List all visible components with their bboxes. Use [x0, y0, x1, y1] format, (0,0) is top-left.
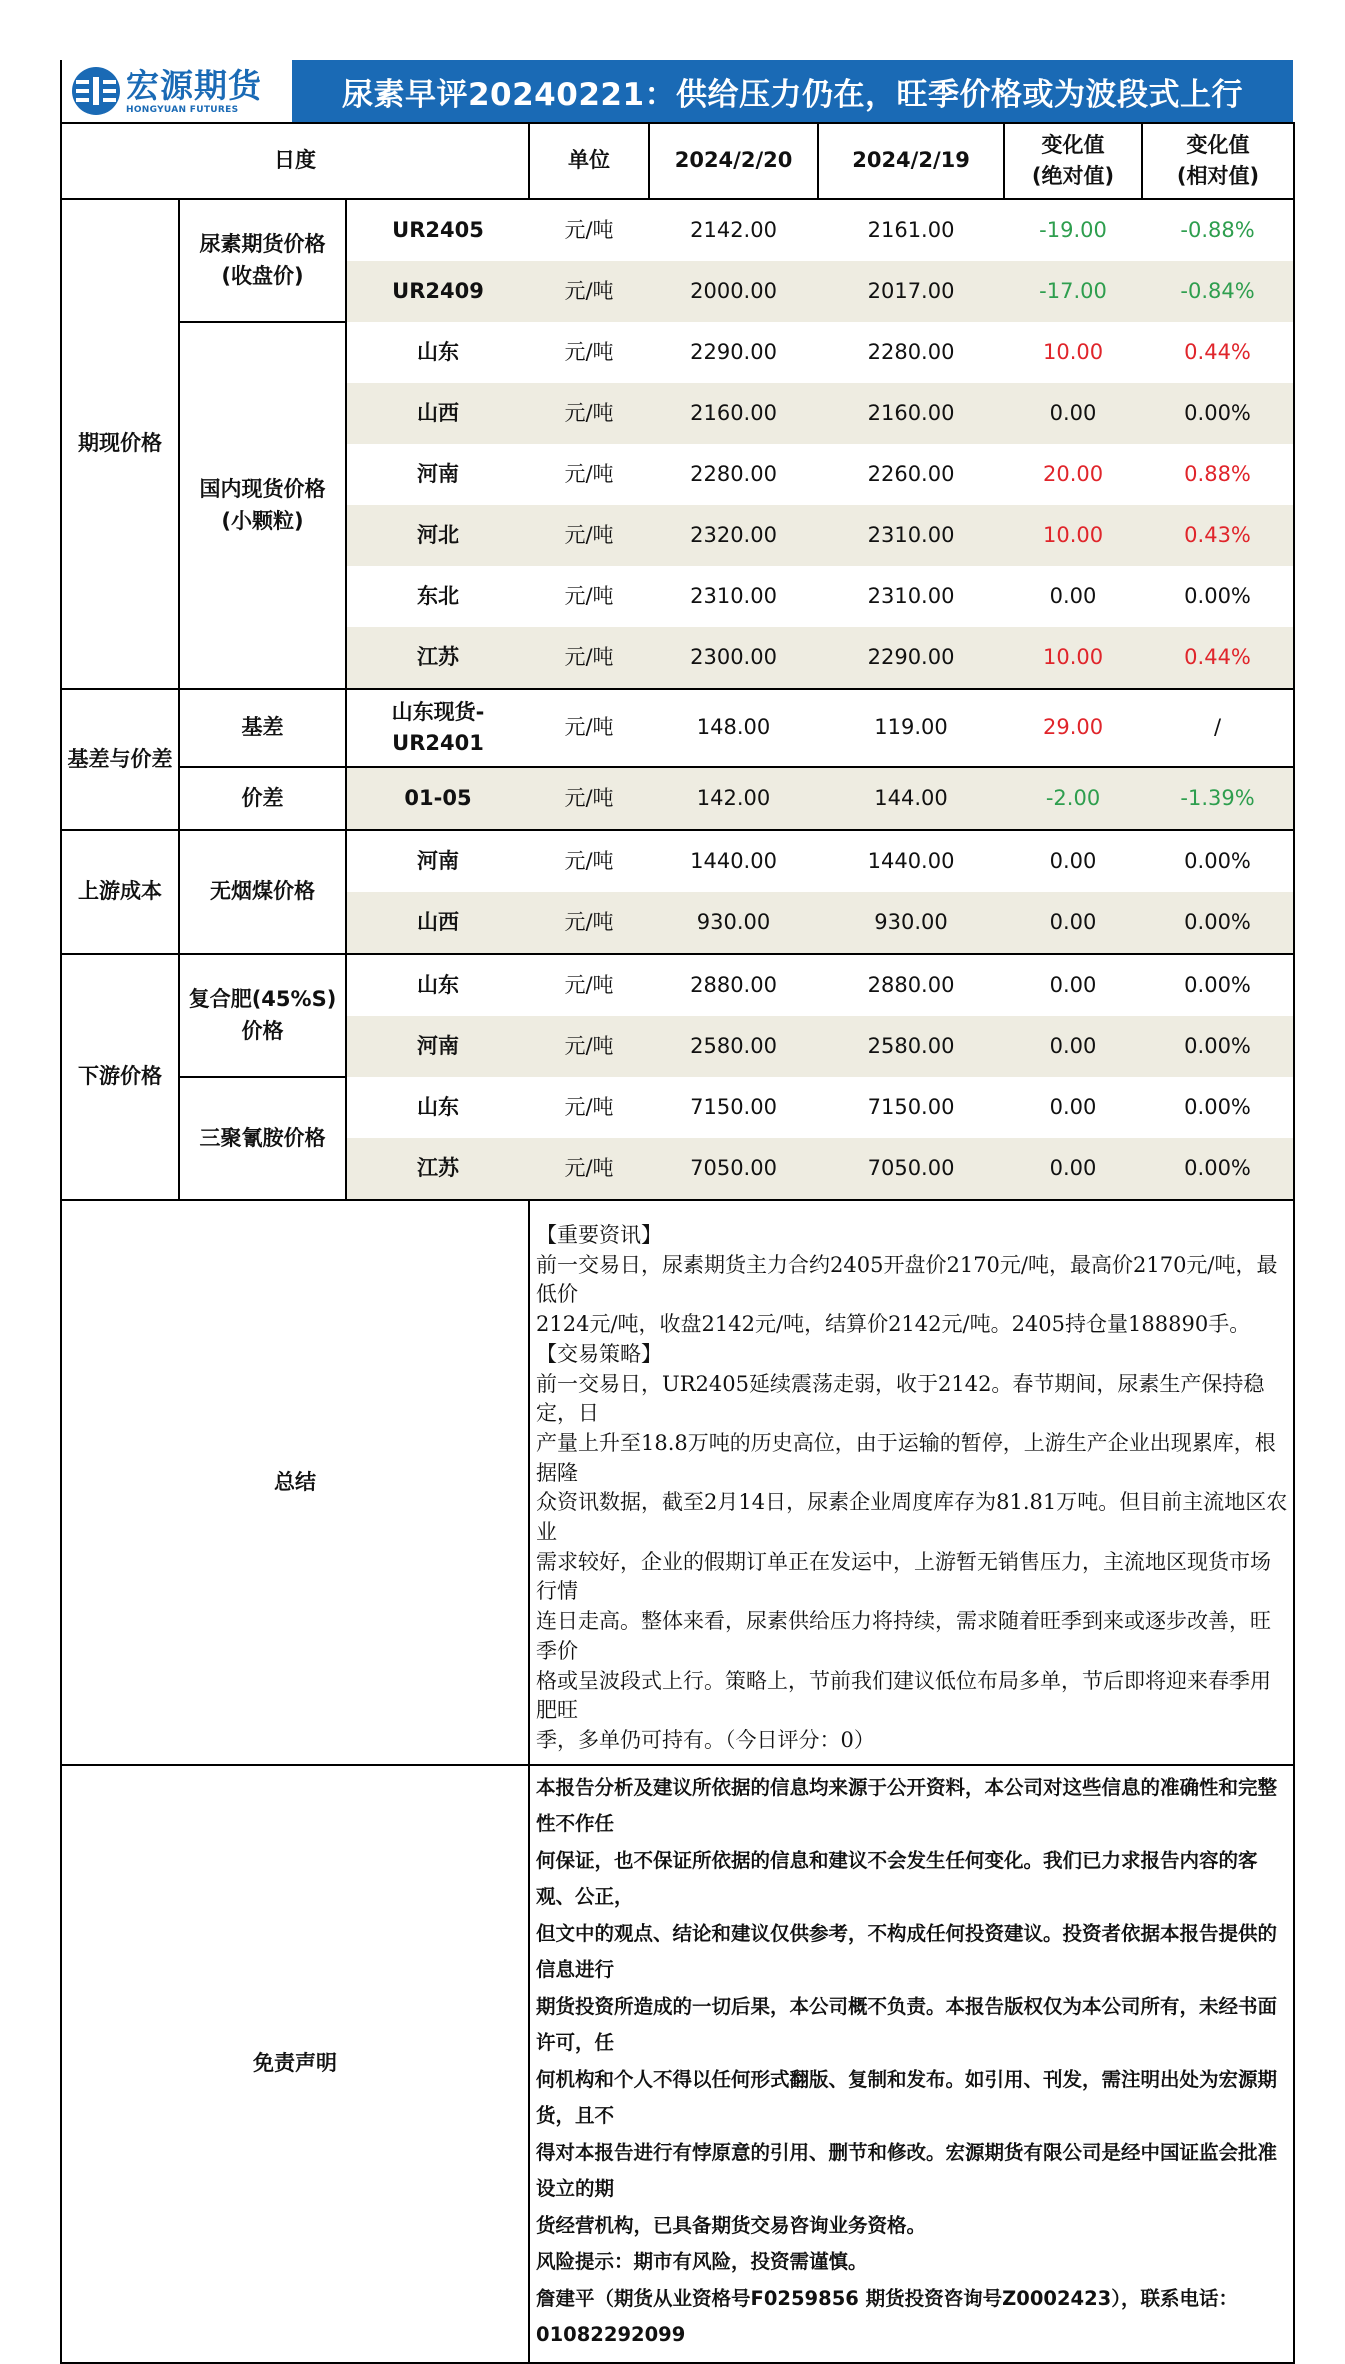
row-change-rel: 0.00% [1142, 566, 1294, 627]
col-header-change-rel-line1: 变化值 [1186, 132, 1250, 157]
row-unit: 元/吨 [529, 689, 649, 767]
row-name: 山东 [417, 972, 460, 997]
subgroup-futures-line2: (收盘价) [221, 263, 304, 288]
row-value-date2: 930.00 [818, 892, 1004, 954]
row-name: 山西 [346, 892, 529, 954]
row-change-rel: 0.00% [1142, 830, 1294, 892]
row-unit: 元/吨 [529, 1138, 649, 1200]
row-name: 01-05 [346, 767, 529, 830]
summary-line: 前一交易日，尿素期货主力合约2405开盘价2170元/吨，最高价2170元/吨，最低价 [536, 1252, 1278, 1307]
report-title: 尿素早评20240221：供给压力仍在，旺季价格或为波段式上行 [292, 60, 1293, 122]
summary-line: 产量上升至18.8万吨的历史高位，由于运输的暂停，上游生产企业出现累库，根据隆 [536, 1430, 1276, 1485]
col-header-change-abs [1004, 123, 1142, 199]
disclaimer-line: 何机构和个人不得以任何形式翻版、复制和发布。如引用、刊发，需注明出处为宏源期货，且不 [536, 2067, 1278, 2128]
col-header-period: 日度 [61, 123, 529, 199]
row-change-rel: 0.00% [1142, 1077, 1294, 1138]
table-header-row [61, 123, 1294, 199]
col-header-date1: 2024/2/20 [649, 123, 818, 199]
analyst-contact: 詹建平（期货从业资格号F0259856 期货投资咨询号Z0002423），联系电话：01082292099 [536, 2286, 1238, 2347]
row-name: UR2405 [392, 217, 484, 242]
row-unit: 元/吨 [564, 400, 614, 425]
row-value-date1: 2310.00 [690, 583, 777, 608]
summary-line: 需求较好，企业的假期订单正在发运中，上游暂无销售压力，主流地区现货市场行情 [536, 1549, 1272, 1604]
row-unit: 元/吨 [564, 1094, 614, 1119]
summary-line: 季，多单仍可持有。（今日评分：0） [536, 1727, 875, 1752]
row-value-date1: 7150.00 [690, 1094, 777, 1119]
table-row [61, 199, 1294, 261]
subgroup-domestic-line1: 国内现货价格 [199, 477, 326, 501]
row-value-date2: 2280.00 [867, 339, 955, 364]
disclaimer-line: 期货投资所造成的一切后果，本公司概不负责。本报告版权仅为本公司所有，未经书面许可，任 [536, 1994, 1278, 2055]
row-value-date2: 7050.00 [818, 1138, 1004, 1200]
row-name-line1: 山东现货- [391, 699, 485, 724]
row-name: 河北 [417, 522, 460, 547]
disclaimer-text [529, 1765, 1294, 2363]
row-unit: 元/吨 [564, 1033, 614, 1058]
subgroup-label-futures [179, 199, 346, 322]
col-header-change-rel-line2: (相对值) [1176, 164, 1260, 188]
row-value-date1: 148.00 [649, 689, 818, 767]
row-name: 河南 [417, 848, 460, 873]
row-change-rel: 0.43% [1142, 505, 1294, 566]
row-change-abs: 0.00 [1049, 400, 1097, 425]
row-change-abs: 10.00 [1042, 339, 1104, 364]
row-unit: 元/吨 [564, 278, 614, 303]
subgroup-fertilizer-line1: 复合肥(45%S) [188, 987, 337, 1011]
row-change-abs: -2.00 [1004, 767, 1142, 830]
row-unit: 元/吨 [564, 972, 614, 997]
row-value-date2: 1440.00 [867, 848, 955, 873]
row-change-rel: -0.84% [1142, 261, 1294, 322]
row-change-abs: 0.00 [1049, 972, 1097, 997]
row-change-abs: -17.00 [1039, 278, 1107, 303]
row-name: 河南 [417, 1033, 460, 1058]
row-value-date1: 2300.00 [649, 627, 818, 689]
table-row [61, 954, 1294, 1016]
row-unit: 元/吨 [529, 892, 649, 954]
row-name: UR2409 [392, 278, 484, 303]
row-change-abs: 0.00 [1049, 848, 1097, 873]
summary-row [61, 1200, 1294, 1765]
row-value-date2: 119.00 [818, 689, 1004, 767]
disclaimer-line: 本报告分析及建议所依据的信息均来源于公开资料，本公司对这些信息的准确性和完整性不作任 [536, 1775, 1278, 1836]
row-name: 江苏 [346, 627, 529, 689]
row-name: 山东 [417, 339, 460, 364]
row-value-date2: 2310.00 [867, 522, 955, 547]
section-label-upstream: 上游成本 [61, 830, 179, 954]
row-value-date2: 2161.00 [867, 217, 955, 242]
row-value-date1: 2880.00 [690, 972, 777, 997]
summary-line: 格或呈波段式上行。策略上，节前我们建议低位布局多单，节后即将迎来春季用肥旺 [536, 1668, 1272, 1723]
subgroup-label-domestic [179, 322, 346, 689]
table-row [61, 689, 1294, 767]
row-change-rel: 0.00% [1142, 892, 1294, 954]
row-change-rel: 0.00% [1142, 383, 1294, 444]
row-name [346, 689, 529, 767]
row-change-rel: -1.39% [1142, 767, 1294, 830]
row-value-date1: 2280.00 [690, 461, 777, 486]
row-change-rel: 0.44% [1142, 627, 1294, 689]
row-change-abs: 0.00 [1049, 1094, 1097, 1119]
col-header-change-abs-line2: (绝对值) [1031, 164, 1115, 188]
row-unit: 元/吨 [564, 339, 614, 364]
disclaimer-line: 货经营机构，已具备期货交易咨询业务资格。 [536, 2213, 927, 2237]
section-label-spot: 期现价格 [61, 199, 179, 689]
subgroup-label-basis: 基差 [179, 689, 346, 767]
company-logo [60, 60, 292, 122]
section-label-basis: 基差与价差 [61, 689, 179, 830]
table-row [61, 830, 1294, 892]
row-value-date1: 2142.00 [690, 217, 777, 242]
row-value-date1: 142.00 [649, 767, 818, 830]
row-value-date2: 2290.00 [818, 627, 1004, 689]
col-header-unit: 单位 [529, 123, 649, 199]
row-change-abs: -19.00 [1039, 217, 1107, 242]
row-value-date1: 2290.00 [690, 339, 777, 364]
summary-line: 连日走高。整体来看，尿素供给压力将持续，需求随着旺季到来或逐步改善，旺季价 [536, 1609, 1272, 1663]
row-change-rel: -0.88% [1142, 199, 1294, 261]
risk-warning: 风险提示：期市有风险，投资需谨慎。 [536, 2250, 868, 2274]
row-unit: 元/吨 [564, 217, 614, 242]
report-header [60, 60, 1293, 122]
row-change-abs: 0.00 [1049, 1033, 1097, 1058]
disclaimer-line: 得对本报告进行有悖原意的引用、删节和修改。宏源期货有限公司是经中国证监会批准设立的期 [536, 2140, 1278, 2201]
row-change-rel: 0.00% [1142, 1016, 1294, 1077]
row-change-abs: 0.00 [1004, 892, 1142, 954]
row-name: 东北 [417, 583, 460, 608]
table-row [61, 1077, 1294, 1138]
subgroup-label-fertilizer [179, 954, 346, 1077]
row-name: 河南 [417, 461, 460, 486]
summary-label: 总结 [61, 1200, 529, 1765]
row-value-date2: 7150.00 [867, 1094, 955, 1119]
disclaimer-row [61, 1765, 1294, 2363]
row-unit: 元/吨 [564, 461, 614, 486]
subgroup-futures-line1: 尿素期货价格 [199, 232, 326, 256]
row-value-date1: 2580.00 [690, 1033, 777, 1058]
disclaimer-label: 免责声明 [61, 1765, 529, 2363]
row-change-rel: 0.00% [1142, 954, 1294, 1016]
row-unit: 元/吨 [564, 848, 614, 873]
summary-line: 【重要资讯】 [536, 1223, 663, 1247]
summary-line: 众资讯数据，截至2月14日，尿素企业周度库存为81.81万吨。但目前主流地区农业 [536, 1490, 1288, 1545]
row-change-rel: / [1142, 689, 1294, 767]
row-value-date1: 930.00 [649, 892, 818, 954]
subgroup-label-melamine: 三聚氰胺价格 [179, 1077, 346, 1200]
row-value-date2: 2160.00 [867, 400, 955, 425]
price-table [60, 122, 1295, 2364]
subgroup-label-spread: 价差 [179, 767, 346, 830]
hongyuan-logo-icon [70, 65, 122, 117]
row-value-date1: 1440.00 [690, 848, 777, 873]
subgroup-label-coal: 无烟煤价格 [179, 830, 346, 954]
row-change-rel: 0.00% [1142, 1138, 1294, 1200]
summary-line: 【交易策略】 [536, 1341, 663, 1366]
summary-line: 2124元/吨，收盘2142元/吨，结算价2142元/吨。2405持仓量188890手。 [536, 1312, 1251, 1337]
row-value-date2: 2017.00 [867, 278, 955, 303]
row-value-date1: 7050.00 [649, 1138, 818, 1200]
row-value-date2: 2580.00 [867, 1033, 955, 1058]
logo-english-name: HONGYUAN FUTURES [126, 105, 239, 115]
report [60, 60, 1293, 2364]
row-value-date2: 2310.00 [867, 583, 955, 608]
col-header-change-abs-line1: 变化值 [1041, 132, 1105, 157]
row-value-date1: 2160.00 [690, 400, 777, 425]
row-unit: 元/吨 [564, 522, 614, 547]
row-change-rel: 0.88% [1142, 444, 1294, 505]
disclaimer-line: 但文中的观点、结论和建议仅供参考，不构成任何投资建议。投资者依据本报告提供的信息进行 [536, 1921, 1278, 1982]
subgroup-domestic-line2: (小颗粒) [221, 508, 304, 533]
row-change-rel: 0.44% [1142, 322, 1294, 383]
summary-text [529, 1200, 1294, 1765]
row-name: 山西 [417, 400, 460, 425]
row-change-abs: 0.00 [1004, 1138, 1142, 1200]
row-value-date1: 2320.00 [690, 522, 777, 547]
col-header-date2: 2024/2/19 [818, 123, 1004, 199]
subgroup-fertilizer-line2: 价格 [241, 1018, 284, 1043]
row-unit: 元/吨 [564, 583, 614, 608]
logo-chinese-name: 宏源期货 [126, 66, 262, 105]
row-value-date2: 2880.00 [867, 972, 955, 997]
row-change-abs: 20.00 [1042, 461, 1104, 486]
row-unit: 元/吨 [529, 767, 649, 830]
row-value-date1: 2000.00 [690, 278, 777, 303]
row-value-date2: 2260.00 [867, 461, 955, 486]
row-name: 江苏 [346, 1138, 529, 1200]
row-name: 山东 [417, 1094, 460, 1119]
row-name-line2: UR2401 [392, 731, 484, 755]
row-value-date2: 144.00 [818, 767, 1004, 830]
col-header-change-rel [1142, 123, 1294, 199]
disclaimer-line: 何保证，也不保证所依据的信息和建议不会发生任何变化。我们已力求报告内容的客观、公正， [536, 1848, 1258, 1909]
row-unit: 元/吨 [529, 627, 649, 689]
row-change-abs: 10.00 [1004, 627, 1142, 689]
summary-line: 前一交易日，UR2405延续震荡走弱，收于2142。春节期间，尿素生产保持稳定，日 [536, 1371, 1265, 1426]
row-change-abs: 10.00 [1042, 522, 1104, 547]
table-row [61, 767, 1294, 830]
section-label-downstream: 下游价格 [61, 954, 179, 1200]
row-change-abs: 0.00 [1049, 583, 1097, 608]
table-row [61, 322, 1294, 383]
row-change-abs: 29.00 [1004, 689, 1142, 767]
